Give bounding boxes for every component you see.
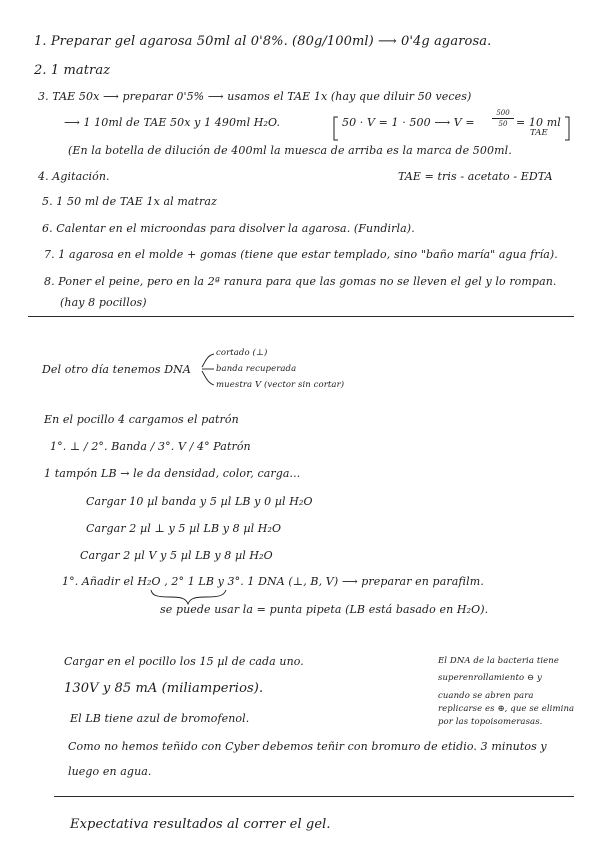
load-vector: Cargar 2 µl V y 5 µl LB y 8 µl H₂O	[80, 549, 273, 562]
step-8-note: (hay 8 pocillos)	[60, 296, 147, 309]
step-2: 2. 1 matraz	[34, 63, 111, 78]
step-1: 1. Preparar gel agarosa 50ml al 0'8%. (80g/100ml) ⟶ 0'4g agarosa.	[34, 34, 492, 49]
dna-intro: Del otro día tenemos DNA	[42, 363, 191, 376]
pipette-note: se puede usar la = punta pipeta (LB está basado en H₂O).	[160, 603, 489, 616]
fraction-denominator: 50	[498, 120, 508, 128]
load-volume: Cargar en el pocillo los 15 µl de cada uno.	[64, 655, 304, 668]
section-divider-2	[54, 796, 574, 797]
step-3-detail: ⟶ 1 10ml de TAE 50x y 1 490ml H₂O.	[64, 116, 281, 129]
staining-note-cont: luego en agua.	[68, 765, 152, 778]
underbrace	[151, 590, 226, 604]
load-band: Cargar 10 µl banda y 5 µl LB y 0 µl H₂O	[86, 495, 313, 508]
side-note-4: replicarse es ⊕, que se elimina	[438, 704, 575, 714]
right-bracket	[565, 117, 569, 140]
lb-buffer-note: 1 tampón LB → le da densidad, color, carga...	[44, 467, 301, 480]
well-order: 1°. ⊥ / 2°. Banda / 3°. V / 4° Patrón	[50, 440, 251, 453]
left-bracket	[334, 117, 338, 140]
step-8: 8. Poner el peine, pero en la 2ª ranura para que las gomas no se lleven el gel y lo rompan.	[44, 275, 557, 288]
add-order: 1°. Añadir el H₂O , 2° 1 LB y 3°. 1 DNA (⊥, B, V) ⟶ preparar en parafilm.	[62, 575, 484, 588]
side-note-2: superenrollamiento ⊖ y	[438, 673, 542, 683]
side-note-1: El DNA de la bacteria tiene	[438, 656, 560, 666]
step-7: 7. 1 agarosa en el molde + gomas (tiene que estar templado, sino "baño maría" agua fría).	[44, 248, 558, 261]
dilution-fraction	[492, 109, 514, 128]
branch-arrow-3	[202, 371, 214, 385]
expected-results-heading: Expectativa resultados al correr el gel.	[70, 817, 331, 832]
step-5: 5. 1 50 ml de TAE 1x al matraz	[42, 195, 217, 208]
section-divider-1	[28, 316, 574, 317]
step-3: 3. TAE 50x ⟶ preparar 0'5% ⟶ usamos el TAE 1x (hay que diluir 50 veces)	[38, 90, 472, 103]
dna-vector: muestra V (vector sin cortar)	[216, 380, 345, 390]
dilution-result-unit: TAE	[530, 128, 548, 138]
dna-band: banda recuperada	[216, 364, 297, 374]
step-6: 6. Calentar en el microondas para disolver la agarosa. (Fundirla).	[42, 222, 415, 235]
load-cut: Cargar 2 µl ⊥ y 5 µl LB y 8 µl H₂O	[86, 522, 282, 535]
voltage-current: 130V y 85 mA (miliamperios).	[64, 681, 264, 696]
dilution-result: = 10 ml	[516, 116, 561, 129]
side-note-5: por las topoisomerasas.	[438, 717, 543, 727]
dilution-equation: 50 · V = 1 · 500 ⟶ V =	[342, 116, 475, 129]
well-4-note: En el pocillo 4 cargamos el patrón	[44, 413, 239, 426]
staining-note: Como no hemos teñido con Cyber debemos teñir con bromuro de etidio. 3 minutos y	[68, 740, 547, 753]
fraction-numerator: 500	[496, 109, 510, 117]
side-note-3: cuando se abren para	[438, 691, 534, 701]
branch-arrow-1	[202, 354, 214, 367]
lb-dye: El LB tiene azul de bromofenol.	[70, 712, 250, 725]
dna-cut: cortado (⊥)	[216, 348, 268, 358]
bottle-note: (En la botella de dilución de 400ml la muesca de arriba es la marca de 500ml.	[68, 144, 512, 157]
tae-definition: TAE = tris - acetato - EDTA	[398, 170, 553, 183]
step-4: 4. Agitación.	[38, 170, 110, 183]
